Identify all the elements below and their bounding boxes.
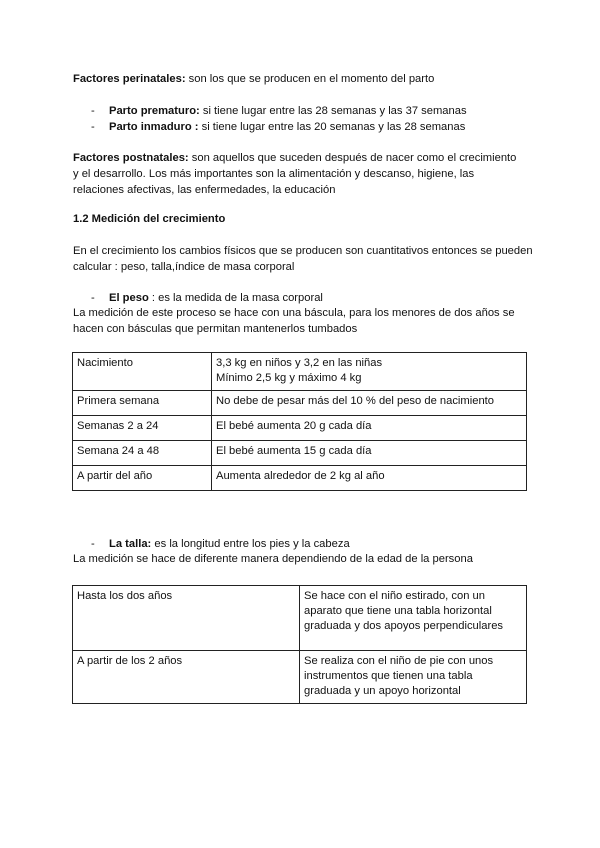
table-cell-label: Semanas 2 a 24	[73, 416, 212, 441]
parto-prematuro-text: si tiene lugar entre las 28 semanas y las 37 semanas	[199, 105, 467, 117]
table-row	[73, 391, 527, 416]
postnatales-paragraph	[73, 150, 525, 198]
peso-term: El peso	[109, 292, 149, 304]
table-cell-value: Se hace con el niño estirado, con un aparato que tiene una tabla horizontal graduada y dos apoyos perpendiculares	[300, 586, 527, 651]
list-item-parto-prematuro: - Parto prematuro: si tiene lugar entre las 28 semanas y las 37 semanas	[91, 105, 467, 117]
talla-description: La medición se hace de diferente manera dependiendo de la edad de la persona	[73, 553, 473, 565]
table-cell-value: Se realiza con el niño de pie con unos instrumentos que tienen una tabla graduada y un apoyo horizontal	[300, 651, 527, 704]
table-cell-value: El bebé aumenta 20 g cada día	[212, 416, 527, 441]
postnatales-text: son aquellos que suceden después de nacer como el crecimiento y el desarrollo. Los más importantes son la alimentación y descanso, higiene, las relaciones afectivas, las enfermedades, la educación	[73, 152, 517, 196]
table-row	[73, 651, 527, 704]
peso-table	[72, 352, 527, 491]
table-cell-value: Aumenta alrededor de 2 kg al año	[212, 466, 527, 491]
table-row	[73, 441, 527, 466]
parto-inmaduro-text: si tiene lugar entre las 20 semanas y las 28 semanas	[198, 121, 466, 133]
list-item-peso: - El peso : es la medida de la masa corporal	[91, 292, 323, 304]
table-row	[73, 586, 527, 651]
parto-inmaduro-term: Parto inmaduro :	[109, 121, 199, 133]
table-cell-label: Nacimiento	[73, 353, 212, 391]
table-cell-label: A partir del año	[73, 466, 212, 491]
perinatales-text: son los que se producen en el momento del parto	[185, 73, 435, 85]
talla-text: es la longitud entre los pies y la cabeza	[151, 538, 350, 550]
table-cell-label: A partir de los 2 años	[73, 651, 300, 704]
talla-term: La talla:	[109, 538, 152, 550]
section-intro: En el crecimiento los cambios físicos que se producen son cuantitativos entonces se pueden calcular : peso, talla,índice de masa corporal	[73, 245, 533, 273]
table-cell-value: No debe de pesar más del 10 % del peso de nacimiento	[212, 391, 527, 416]
section-heading: 1.2 Medición del crecimiento	[73, 213, 226, 225]
list-item-talla: - La talla: es la longitud entre los pies y la cabeza	[91, 538, 350, 550]
peso-description: La medición de este proceso se hace con una báscula, para los menores de dos años se hacen con básculas que permitan mantenerlos tumbados	[73, 307, 515, 335]
list-item-parto-inmaduro: - Parto inmaduro : si tiene lugar entre las 20 semanas y las 28 semanas	[91, 121, 466, 133]
table-cell-value: 3,3 kg en niños y 3,2 en las niñas Mínimo 2,5 kg y máximo 4 kg	[212, 353, 527, 391]
perinatales-paragraph	[73, 71, 533, 87]
postnatales-term: Factores postnatales:	[73, 152, 189, 164]
table-cell-value: El bebé aumenta 15 g cada día	[212, 441, 527, 466]
talla-table	[72, 585, 527, 704]
table-cell-label: Hasta los dos años	[73, 586, 300, 651]
peso-text: : es la medida de la masa corporal	[148, 292, 323, 304]
table-row	[73, 466, 527, 491]
perinatales-term: Factores perinatales:	[73, 73, 186, 85]
parto-prematuro-term: Parto prematuro:	[109, 105, 200, 117]
table-row	[73, 353, 527, 391]
table-cell-label: Primera semana	[73, 391, 212, 416]
table-row	[73, 416, 527, 441]
table-cell-label: Semana 24 a 48	[73, 441, 212, 466]
